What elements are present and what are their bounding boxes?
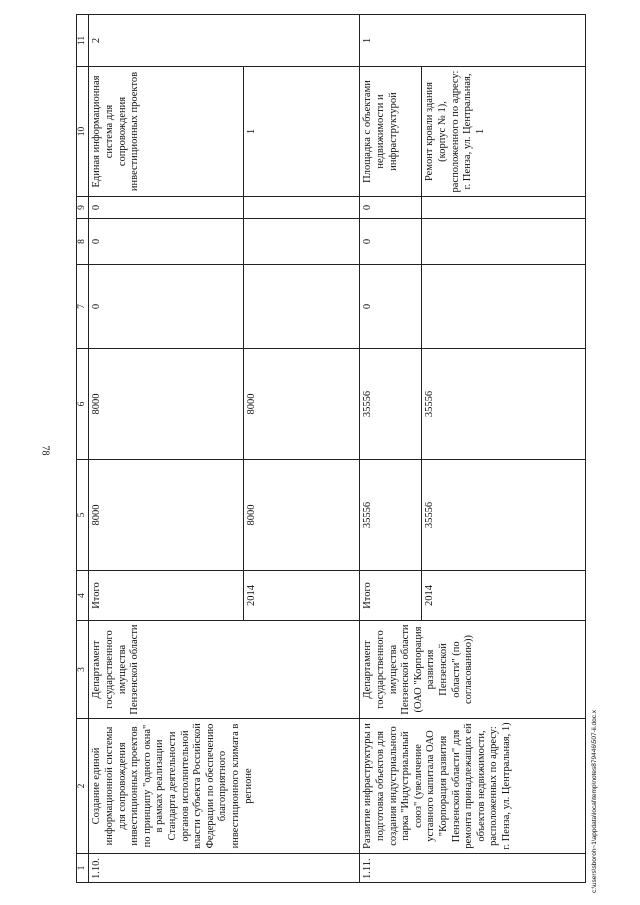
- header-cell: 1: [77, 854, 89, 883]
- indicator-text: Единая информационная система для сопровождения инвестиционных проектов: [91, 71, 141, 192]
- header-cell: 11: [77, 15, 89, 67]
- col11-value: 1: [360, 15, 586, 67]
- total-label: Итого: [360, 571, 422, 621]
- table-row: [360, 15, 422, 883]
- total-value: 0: [360, 197, 422, 219]
- total-value: 8000: [89, 349, 244, 460]
- empty-cell: [244, 219, 360, 265]
- empty-cell: [422, 219, 586, 265]
- indicator-value: 1: [244, 67, 360, 197]
- total-value: 0: [360, 219, 422, 265]
- total-value: 0: [89, 197, 244, 219]
- year: 2014: [422, 571, 586, 621]
- executor: Департамент государственного имущества Пензенской области (ОАО "Корпорация развития Пензенской области" (по согласованию)): [360, 621, 586, 719]
- header-cell: 6: [77, 349, 89, 460]
- empty-cell: [422, 265, 586, 349]
- empty-cell: [244, 197, 360, 219]
- year-value: 8000: [244, 349, 360, 460]
- executor: Департамент государственного имущества Пензенской области: [89, 621, 360, 719]
- table-row: [89, 15, 244, 883]
- rotated-table-region: [76, 15, 586, 883]
- empty-cell: [422, 197, 586, 219]
- header-cell: 5: [77, 460, 89, 571]
- table-canvas: [76, 15, 586, 883]
- row-number: 1.11.: [360, 854, 586, 883]
- program-table: [76, 14, 586, 883]
- total-value: 8000: [89, 460, 244, 571]
- header-cell: 8: [77, 219, 89, 265]
- indicator: [89, 67, 244, 197]
- row-number: 1.10.: [89, 854, 360, 883]
- header-cell: 9: [77, 197, 89, 219]
- header-row: [77, 15, 89, 883]
- header-cell: 7: [77, 265, 89, 349]
- year-value: 8000: [244, 460, 360, 571]
- measure-name: Развитие инфраструктуры и подготовка объектов для создания индустриального парка "Индустриальный союз" (увеличение уставного капитала ОАО "Корпорация развития Пензенской области" для ремонта принадлежащих ей объектов недвижимости, расположенных по адресу: г. Пенза, ул. Центральная, 1): [360, 719, 586, 854]
- indicator-detail: Ремонт кровли здания (корпус № 1), расположенного по адресу: г. Пенза, ул. Центральная, 1: [422, 67, 586, 197]
- total-value: 35556: [360, 349, 422, 460]
- header-cell: 4: [77, 571, 89, 621]
- footer-path: c:\users\sboroh~1\appdata\local\temp\notes879446\507-ii.doc.x: [591, 709, 598, 893]
- year: 2014: [244, 571, 360, 621]
- header-cell: 10: [77, 67, 89, 197]
- year-value: 35556: [422, 349, 586, 460]
- total-value: 0: [89, 265, 244, 349]
- empty-cell: [244, 265, 360, 349]
- year-value: 35556: [422, 460, 586, 571]
- footer-path-wrap: [590, 293, 600, 893]
- total-value: 0: [89, 219, 244, 265]
- page-number: 78: [39, 445, 51, 456]
- header-cell: 3: [77, 621, 89, 719]
- measure-name: Создание единой информационной системы для сопровождения инвестиционных проектов по принципу "одного окна" в рамках реализации Стандарта деятельности органов исполнительной власти субъекта Российской Федерации по обеспечению благоприятного инвестиционного климата в регионе: [89, 719, 360, 854]
- col11-value: 2: [89, 15, 360, 67]
- total-label: Итого: [89, 571, 244, 621]
- header-cell: 2: [77, 719, 89, 854]
- indicator: Площадка с объектами недвижимости и инфраструктурой: [360, 67, 422, 197]
- total-value: 35556: [360, 460, 422, 571]
- total-value: 0: [360, 265, 422, 349]
